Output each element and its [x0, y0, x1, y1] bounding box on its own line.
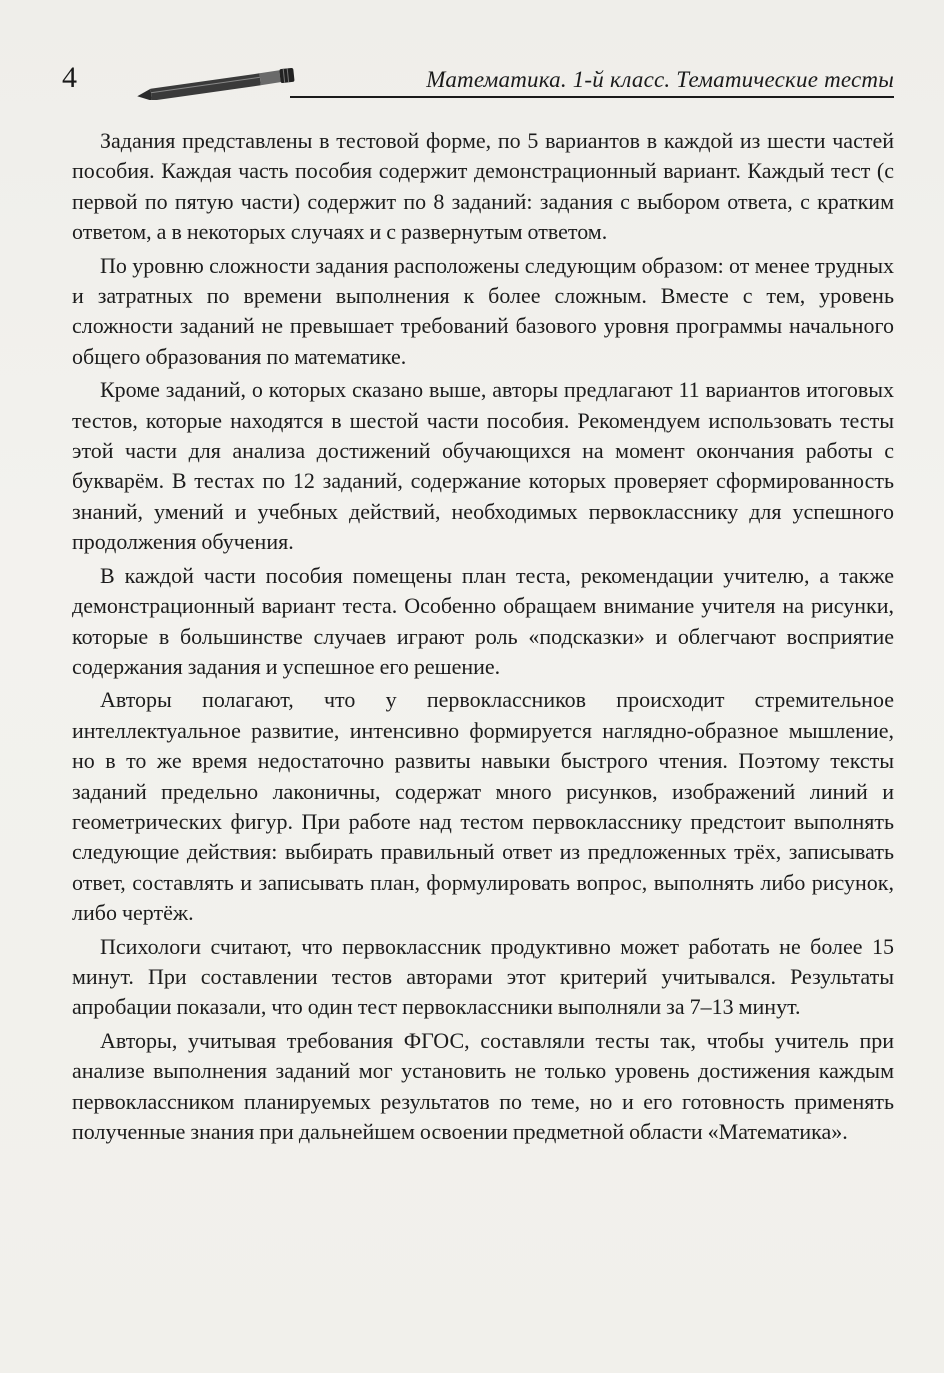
body-text	[72, 126, 894, 1150]
paragraph-4: В каждой части пособия помещены план теста, рекомендации учителю, а также демонстрационный вариант теста. Особенно обращаем внимание учителя на рисунки, которые в большинстве случаев играют роль «подсказки» и облегчают восприятие содержания задания и успешное его решение.	[72, 562, 894, 679]
paragraph-5: Авторы полагают, что у первоклассников происходит стремительное интеллектуальное развитие, интенсивно формируется наглядно-образное мышление, но в то же время недостаточно развиты навыки быстрого чтения. Поэтому тексты заданий предельно лаконичны, содержат много рисунков, изображений линий и геометрических фигур. При работе над тестом первокласснику предстоит выполнять следующие действия: выбирать правильный ответ из предложенных трёх, записывать ответ, составлять и записывать план, формулировать вопрос, выполнять либо рисунок, либо чертёж.	[72, 687, 894, 926]
paragraph-7: Авторы, учитывая требования ФГОС, составляли тесты так, чтобы учитель при анализе выполнения заданий мог установить не только уровень достижения каждым первоклассником планируемых результатов по теме, но и его готовность применять полученные знания при дальнейшем освоении предметной области «Математика».	[72, 1027, 894, 1144]
paragraph-1: Задания представлены в тестовой форме, по 5 вариантов в каждой из шести частей пособия. Каждая часть пособия содержит демонстрационный вариант. Каждый тест (с первой по пятую части) содержит по 8 заданий: задания с выбором ответа, с кратким ответом, а в некоторых случаях и с развернутым ответом.	[72, 128, 894, 245]
paragraph-6: Психологи считают, что первоклассник продуктивно может работать не более 15 минут. При составлении тестов авторами этот критерий учитывался. Результаты апробации показали, что один тест первоклассники выполняли за 7–13 минут.	[72, 933, 894, 1020]
running-title: Математика. 1-й класс. Тематические тесты	[426, 67, 894, 92]
paragraph-3: Кроме заданий, о которых сказано выше, авторы предлагают 11 вариантов итоговых тестов, которые находятся в шестой части пособия. Рекомендуем использовать тесты этой части для анализа достижений обучающихся на момент окончания работы с букварём. В тестах по 12 заданий, содержание которых проверяет сформированность знаний, умений и учебных действий, необходимых первокласснику для успешного продолжения обучения.	[72, 377, 894, 555]
page-header	[62, 56, 894, 100]
header-rule	[290, 96, 894, 98]
paragraph-2: По уровню сложности задания расположены следующим образом: от менее трудных и затратных по времени выполнения к более сложным. Вместе с тем, уровень сложности заданий не превышает требований базового уровня программы начального общего образования по математике.	[72, 252, 894, 369]
pencil-icon	[130, 60, 300, 100]
page-number: 4	[62, 61, 77, 94]
